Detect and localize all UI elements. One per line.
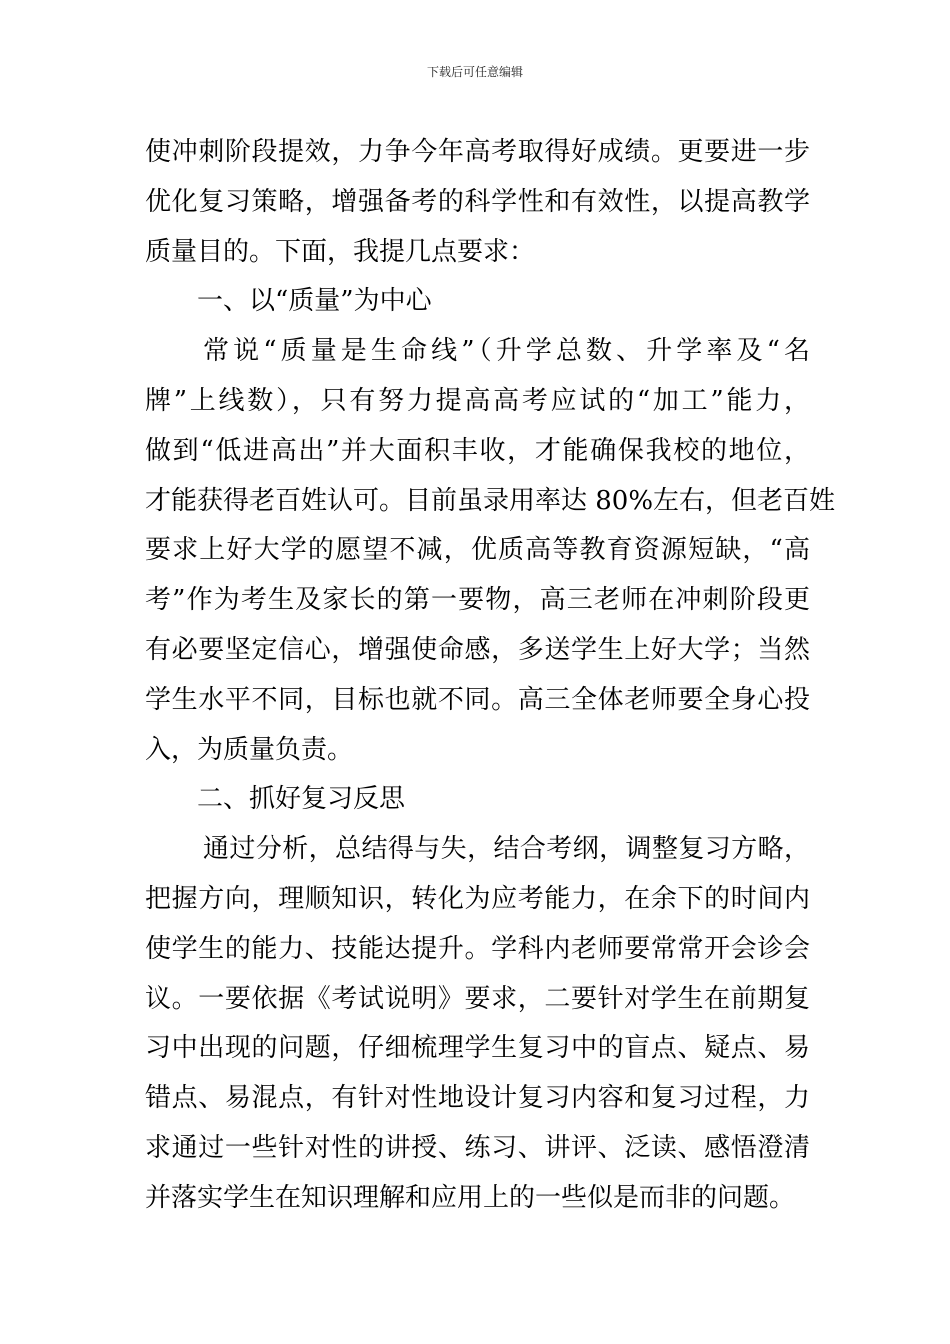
text-line: 习中出现的问题，仔细梳理学生复习中的盲点、疑点、易 <box>145 1033 810 1064</box>
text-line: 优化复习策略，增强备考的科学性和有效性，以提高教学 <box>145 186 810 217</box>
section-heading: 一、以“质量”为中心 <box>197 286 432 317</box>
text-line: 使学生的能力、技能达提升。学科内老师要常常开会诊会 <box>145 933 810 964</box>
text-line: 学生水平不同，目标也就不同。高三全体老师要全身心投 <box>145 684 810 715</box>
text-line: 把握方向，理顺知识，转化为应考能力，在余下的时间内 <box>145 883 810 914</box>
page-header: 下载后可任意编辑 <box>426 65 523 79</box>
text-line: 牌”上线数），只有努力提高高考应试的“加工”能力， <box>145 385 810 416</box>
section-heading: 二、抓好复习反思 <box>197 784 406 815</box>
text-line: 要求上好大学的愿望不减，优质高等教育资源短缺，“高 <box>145 535 810 566</box>
text-line: 求通过一些针对性的讲授、练习、讲评、泛读、感悟澄清 <box>145 1132 810 1163</box>
text-line: 错点、易混点，有针对性地设计复习内容和复习过程，力 <box>145 1083 810 1114</box>
text-line: 议。一要依据《考试说明》要求，二要针对学生在前期复 <box>145 983 810 1014</box>
text-line: 通过分析，总结得与失，结合考纲，调整复习方略， <box>203 834 810 865</box>
text-line: 才能获得老百姓认可。目前虽录用率达 80%左右，但老百姓 <box>145 485 836 516</box>
text-line: 入，为质量负责。 <box>145 734 354 765</box>
text-line: 常说“质量是生命线”（升学总数、升学率及“名 <box>203 336 810 367</box>
document-body <box>145 128 836 1224</box>
text-line: 考”作为考生及家长的第一要物，高三老师在冲刺阶段更 <box>145 585 810 616</box>
text-line: 有必要坚定信心，增强使命感，多送学生上好大学；当然 <box>145 634 810 665</box>
text-line: 使冲刺阶段提效，力争今年高考取得好成绩。更要进一步 <box>145 137 810 167</box>
text-line: 做到“低进高出”并大面积丰收，才能确保我校的地位， <box>145 435 810 466</box>
text-line: 并落实学生在知识理解和应用上的一些似是而非的问题。 <box>145 1182 796 1213</box>
text-line: 质量目的。下面，我提几点要求： <box>145 236 536 267</box>
